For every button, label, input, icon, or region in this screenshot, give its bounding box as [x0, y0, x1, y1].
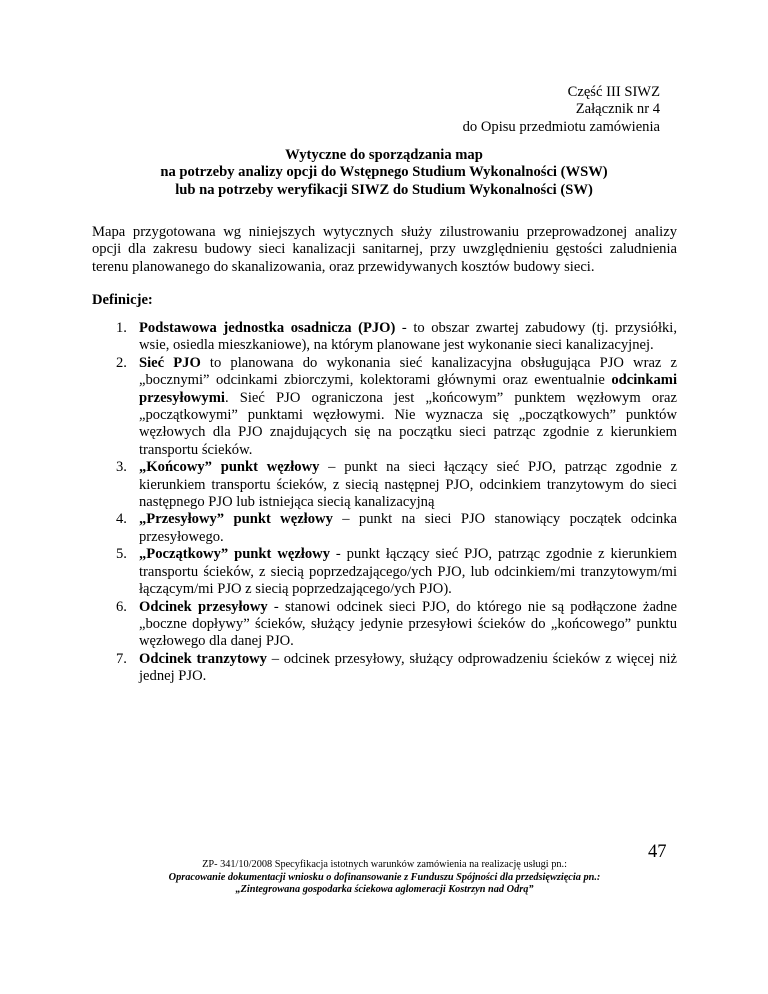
- definition-text: - punkt łączący sieć PJO, patrząc zgodnie z kierunkiem transportu ścieków, z siecią poprzedzającego/ych PJO, lub odcinkiem/mi tranzytowym/mi łączącym/mi PJO z siecią poprzedzającego/ych PJO).: [139, 546, 677, 598]
- definition-term: „Końcowy” punkt węzłowy: [139, 459, 320, 476]
- definition-term: Odcinek tranzytowy: [139, 650, 267, 667]
- title-line-3: lub na potrzeby weryfikacji SIWZ do Studium Wykonalności (SW): [175, 181, 593, 198]
- header-part: Część III SIWZ: [567, 84, 660, 100]
- definition-item: [92, 459, 677, 511]
- definition-number: 7.: [116, 650, 127, 667]
- footer-reference: ZP- 341/10/2008 Specyfikacja istotnych warunków zamówienia na realizację usługi pn.:: [202, 859, 567, 870]
- title-line-1: Wytyczne do sporządzania map: [285, 147, 483, 163]
- footer-project-name: „Zintegrowana gospodarka ściekowa aglomeracji Kostrzyn nad Odrą”: [235, 884, 534, 895]
- definition-text: – odcinek przesyłowy, służący odprowadzeniu ścieków z więcej niż jednej PJO.: [139, 650, 677, 685]
- definition-item: [92, 511, 677, 546]
- definition-term: Sieć PJO: [139, 354, 201, 371]
- definition-number: 4.: [116, 511, 127, 528]
- definition-term: Odcinek przesyłowy: [139, 598, 268, 615]
- definition-item: [92, 599, 677, 651]
- definition-term: „Przesyłowy” punkt węzłowy: [139, 511, 333, 528]
- title-line-2: na potrzeby analizy opcji do Wstępnego Studium Wykonalności (WSW): [160, 164, 608, 181]
- header-reference: do Opisu przedmiotu zamówienia: [462, 118, 660, 135]
- page-footer: [92, 859, 677, 897]
- definition-item: [92, 546, 677, 598]
- definition-term-secondary: odcinkami przesyłowymi: [139, 372, 677, 406]
- definition-item: [92, 320, 677, 355]
- definition-item: [92, 651, 677, 686]
- definition-text: – punkt na sieci łączący sieć PJO, patrząc zgodnie z kierunkiem transportu ścieków, z siecią następnej PJO, odcinkiem tranzytowym do sieci następnego PJO lub istniejąca siecią kanalizacyjną: [139, 459, 677, 511]
- definition-term: Podstawowa jednostka osadnicza (PJO): [139, 320, 396, 336]
- definition-number: 5.: [116, 546, 127, 563]
- page-number: 47: [648, 842, 667, 862]
- definition-item: [92, 355, 677, 459]
- definition-number: 3.: [116, 459, 127, 476]
- definition-text: - stanowi odcinek sieci PJO, do którego nie są podłączone żadne „boczne dopływy” ścieków, służący jedynie przesyłowi ścieków do „końcowego” punktu węzłowego dla danej PJO.: [139, 598, 677, 650]
- definition-text: – punkt na sieci PJO stanowiący początek odcinka przesyłowego.: [139, 511, 677, 545]
- definition-text-continued: . Sieć PJO ograniczona jest „końcowym” punktem węzłowym oraz „początkowymi” punktami węzłowymi. Nie wyznacza się „początkowych” punktów węzłowych dla PJO znajdujących się na początku sieci patrząc zgodnie z kierunkiem transportu ścieków.: [139, 389, 677, 458]
- definition-number: 6.: [116, 598, 127, 615]
- definition-number: 2.: [116, 354, 127, 371]
- definition-number: 1.: [116, 320, 127, 336]
- definition-text: - to obszar zwartej zabudowy (tj. przysiółki, wsie, osiedla mieszkaniowe), na którym planowane jest wykonanie sieci kanalizacyjnej.: [139, 320, 677, 354]
- footer-project-description: Opracowanie dokumentacji wniosku o dofinansowanie z Funduszu Spójności dla przedsięwzięcia pn.:: [168, 871, 601, 883]
- attachment-header: [463, 84, 660, 136]
- definitions-heading: Definicje:: [92, 292, 153, 308]
- intro-paragraph: Mapa przygotowana wg niniejszych wytycznych służy zilustrowaniu przeprowadzonej analizy opcji dla zakresu budowy sieci kanalizacji sanitarnej, przy uwzględnieniu gęstości zaludnienia terenu planowanego do skanalizowania, oraz przewidywanych kosztów budowy sieci.: [92, 224, 677, 275]
- header-attachment-number: Załącznik nr 4: [575, 101, 660, 118]
- document-title: [92, 147, 676, 199]
- definition-term: „Początkowy” punkt węzłowy: [139, 546, 330, 563]
- definitions-list: [92, 320, 677, 686]
- definition-text: to planowana do wykonania sieć kanalizacyjna obsługująca PJO wraz z „bocznymi” odcinkami zbiorczymi, kolektorami głównymi oraz ewentualnie: [139, 354, 677, 389]
